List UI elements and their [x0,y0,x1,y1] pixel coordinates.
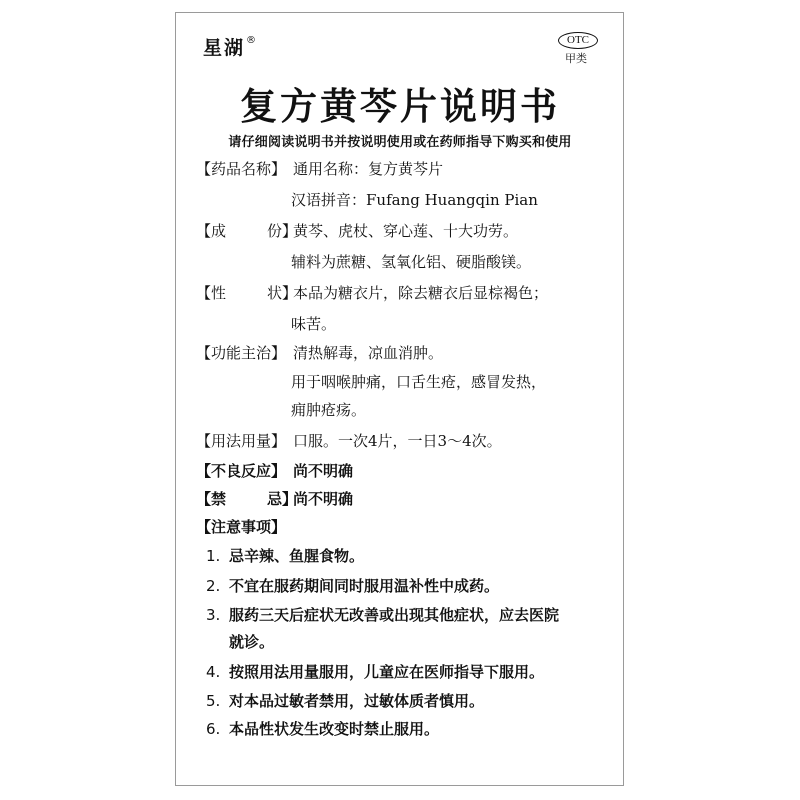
section-label: 【用法用量】 [196,432,287,450]
section-ingredients [196,220,518,241]
section-indications [196,342,443,363]
section-dosage [196,430,502,451]
brand-name: 星湖 [203,37,246,59]
list-item: 5. 对本品过敏者禁用，过敏体质者慎用。 [206,692,485,710]
section-value: 尚不明确 [293,490,354,508]
section-drug-name [196,158,443,179]
section-label: 【成 份】 [196,222,298,240]
section-value: 口服。一次4片，一日3～4次。 [293,432,502,450]
section-contraindications [196,488,353,509]
otc-badge: OTC [558,32,598,49]
section-value: 本品为糖衣片，除去糖衣后显棕褐色； [293,284,549,302]
section-indications-cont2: 痈肿疮疡。 [291,401,367,419]
list-item-cont: 就诊。 [229,633,275,651]
section-adverse [196,460,353,481]
section-appearance [196,282,548,303]
section-appearance-cont: 味苦。 [291,315,337,333]
section-excipients: 辅料为蔗糖、氢氧化铝、硬脂酸镁。 [291,253,532,271]
list-item: 2. 不宜在服药期间同时服用温补性中成药。 [206,577,500,595]
list-item: 4. 按照用法用量服用，儿童应在医师指导下服用。 [206,663,545,681]
section-indications-cont: 用于咽喉肿痛，口舌生疮，感冒发热， [291,373,547,391]
section-label: 【功能主治】 [196,344,287,362]
list-item: 1. 忌辛辣、鱼腥食物。 [206,547,365,565]
section-precautions: 【注意事项】 [196,518,287,536]
list-item: 6. 本品性状发生改变时禁止服用。 [206,720,440,738]
section-label: 【药品名称】 [196,160,287,178]
section-value: 通用名称：复方黄芩片 [293,160,444,178]
section-drug-pinyin: 汉语拼音：Fufang Huangqin Pian [291,191,538,209]
section-value: 尚不明确 [293,462,354,480]
section-label: 【禁 忌】 [196,490,298,508]
section-value: 清热解毒，凉血消肿。 [293,344,444,362]
brand-logo [203,33,258,60]
list-item: 3. 服药三天后症状无改善或出现其他症状，应去医院 [206,606,560,624]
registered-mark: ® [246,34,259,46]
section-label: 【性 状】 [196,284,298,302]
document-title: 复方黄芩片说明书 [240,84,560,128]
section-label: 【不良反应】 [196,462,287,480]
document-subtitle: 请仔细阅读说明书并按说明使用或在药师指导下购买和使用 [228,135,572,150]
section-value: 黄芩、虎杖、穿心莲、十大功劳。 [293,222,519,240]
otc-class: 甲类 [565,52,587,65]
